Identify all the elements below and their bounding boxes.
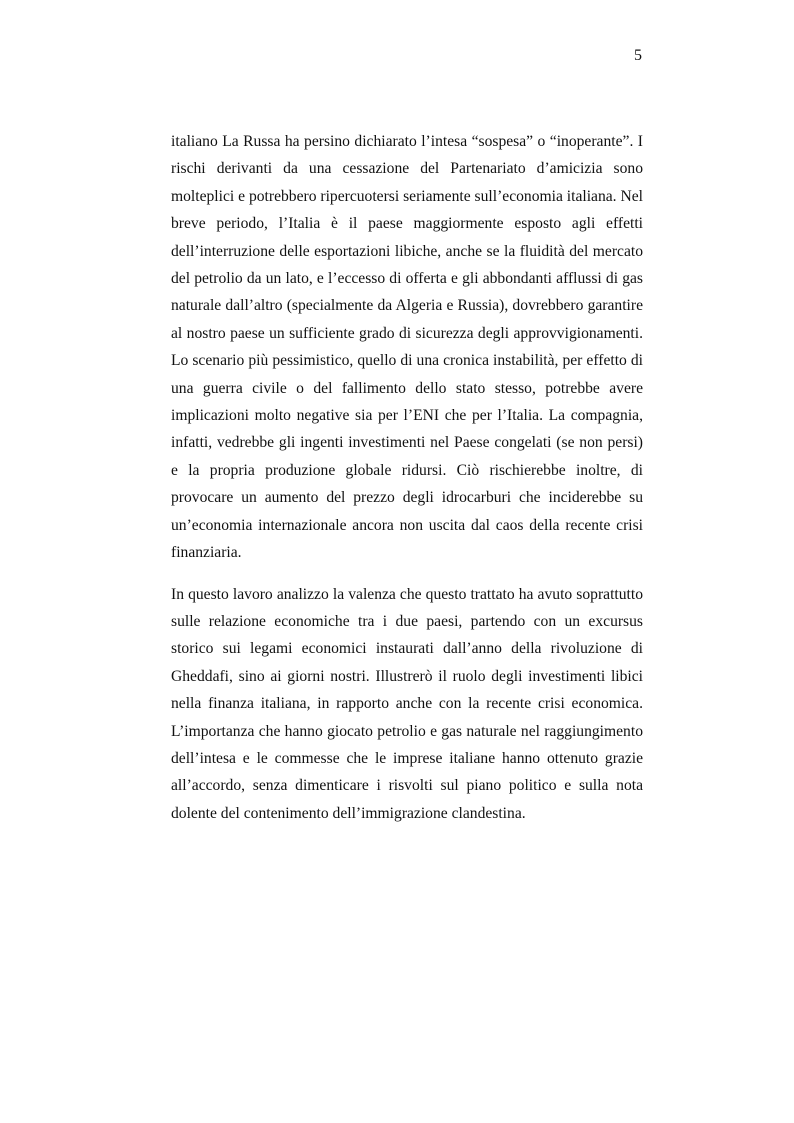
body-text bbox=[171, 128, 643, 827]
page-number: 5 bbox=[634, 47, 642, 64]
paragraph-1: italiano La Russa ha persino dichiarato l’intesa “sospesa” o “inoperante”. I rischi derivanti da una cessazione del Partenariato d’amicizia sono molteplici e potrebbero ripercuotersi seriamente sull’economia italiana. Nel breve periodo, l’Italia è il paese maggiormente esposto agli effetti dell’interruzione delle esportazioni libiche, anche se la fluidità del mercato del petrolio da un lato, e l’eccesso di offerta e gli abbondanti afflussi di gas naturale dall’altro (specialmente da Algeria e Russia), dovrebbero garantire al nostro paese un sufficiente grado di sicurezza degli approvvigionamenti. Lo scenario più pessimistico, quello di una cronica instabilità, per effetto di una guerra civile o del fallimento dello stato stesso, potrebbe avere implicazioni molto negative sia per l’ENI che per l’Italia. La compagnia, infatti, vedrebbe gli ingenti investimenti nel Paese congelati (se non persi) e la propria produzione globale ridursi. Ciò rischierebbe inoltre, di provocare un aumento del prezzo degli idrocarburi che inciderebbe su un’economia internazionale ancora non uscita dal caos della recente crisi finanziaria. bbox=[171, 133, 643, 562]
paragraph-2: In questo lavoro analizzo la valenza che questo trattato ha avuto soprattutto sulle relazione economiche tra i due paesi, partendo con un excursus storico sui legami economici instaurati dall’anno della rivoluzione di Gheddafi, sino ai giorni nostri. Illustrerò il ruolo degli investimenti libici nella finanza italiana, in rapporto anche con la recente crisi economica. L’importanza che hanno giocato petrolio e gas naturale nel raggiungimento dell’intesa e le commesse che le imprese italiane hanno ottenuto grazie all’accordo, senza dimenticare i risvolti sul piano politico e sulla nota dolente del contenimento dell’immigrazione clandestina. bbox=[171, 585, 643, 822]
